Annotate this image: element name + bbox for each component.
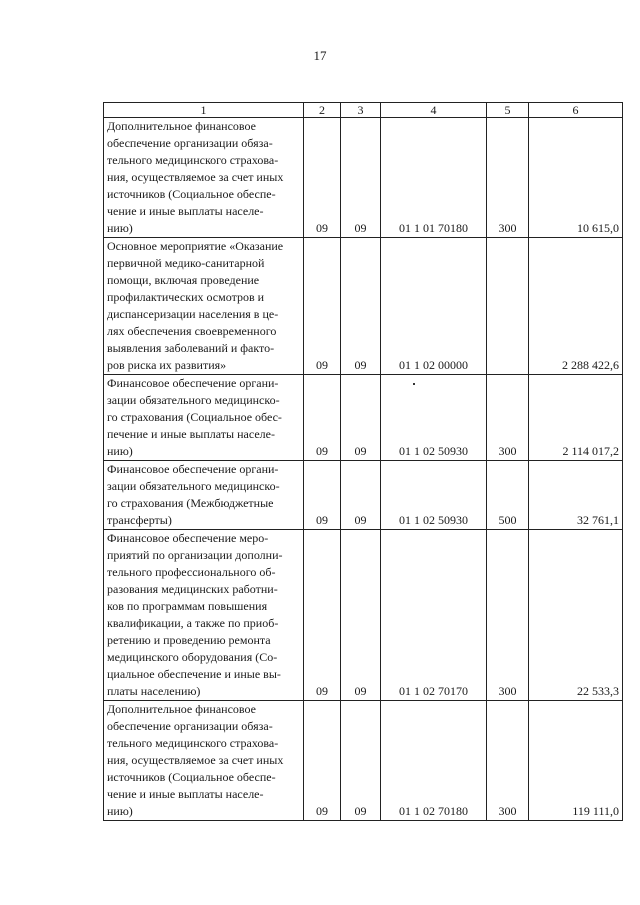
- target-article-code: 01 1 02 70170: [381, 530, 487, 701]
- row-description: Финансовое обеспечение меро- приятий по организации дополни- тельного профессионального об- разования медицинских работни- ков по программам повышения квалификации, а также по приоб- ретению и проведению ремонта медицинского оборудования (Со- циальное обеспечение и иные вы- платы населению): [104, 530, 304, 701]
- section-code: 09: [304, 701, 341, 821]
- subsection-code: 09: [341, 530, 381, 701]
- target-article-code: 01 1 02 00000: [381, 238, 487, 375]
- table-row: [104, 118, 623, 238]
- table-row: [104, 238, 623, 375]
- column-header: 1: [104, 103, 304, 118]
- row-description: Дополнительное финансовое обеспечение организации обяза- тельного медицинского страхова- ния, осуществляемое за счет иных источников (Социальное обеспе- чение и иные выплаты населе- нию): [104, 118, 304, 238]
- amount-value: 119 111,0: [529, 701, 623, 821]
- amount-value: 22 533,3: [529, 530, 623, 701]
- column-header: 3: [341, 103, 381, 118]
- table-row: [104, 530, 623, 701]
- row-description: Дополнительное финансовое обеспечение организации обяза- тельного медицинского страхова- ния, осуществляемое за счет иных источников (Социальное обеспе- чение и иные выплаты населе- нию): [104, 701, 304, 821]
- amount-value: 2 114 017,2: [529, 375, 623, 461]
- amount-value: 2 288 422,6: [529, 238, 623, 375]
- target-article-code: 01 1 02 50930: [381, 461, 487, 530]
- expense-type-code: 300: [487, 375, 529, 461]
- section-code: 09: [304, 530, 341, 701]
- row-description: Основное мероприятие «Оказание первичной медико-санитарной помощи, включая проведение профилактических осмотров и диспансеризации населения в це- лях обеспечения своевременного выявления заболеваний и факто- ров риска их развития»: [104, 238, 304, 375]
- subsection-code: 09: [341, 238, 381, 375]
- section-code: 09: [304, 238, 341, 375]
- column-header: 4: [381, 103, 487, 118]
- subsection-code: 09: [341, 375, 381, 461]
- expense-type-code: [487, 238, 529, 375]
- section-code: 09: [304, 375, 341, 461]
- table-row: [104, 461, 623, 530]
- table-row: [104, 701, 623, 821]
- row-description: Финансовое обеспечение органи- зации обязательного медицинско- го страхования (Социальное обес- печение и иные выплаты населе- нию): [104, 375, 304, 461]
- subsection-code: 09: [341, 118, 381, 238]
- target-article-code: 01 1 02 50930: [381, 375, 487, 461]
- expense-type-code: 300: [487, 701, 529, 821]
- subsection-code: 09: [341, 461, 381, 530]
- target-article-code: 01 1 01 70180: [381, 118, 487, 238]
- column-header: 6: [529, 103, 623, 118]
- page-number: 17: [313, 48, 327, 63]
- budget-table: [103, 102, 623, 821]
- expense-type-code: 300: [487, 118, 529, 238]
- row-description: Финансовое обеспечение органи- зации обязательного медицинско- го страхования (Межбюджетные трансферты): [104, 461, 304, 530]
- target-article-code: 01 1 02 70180: [381, 701, 487, 821]
- table-header-row: [104, 103, 623, 118]
- amount-value: 10 615,0: [529, 118, 623, 238]
- subsection-code: 09: [341, 701, 381, 821]
- section-code: 09: [304, 118, 341, 238]
- expense-type-code: 500: [487, 461, 529, 530]
- section-code: 09: [304, 461, 341, 530]
- column-header: 2: [304, 103, 341, 118]
- expense-type-code: 300: [487, 530, 529, 701]
- table-row: [104, 375, 623, 461]
- amount-value: 32 761,1: [529, 461, 623, 530]
- column-header: 5: [487, 103, 529, 118]
- scan-speck: [413, 383, 415, 385]
